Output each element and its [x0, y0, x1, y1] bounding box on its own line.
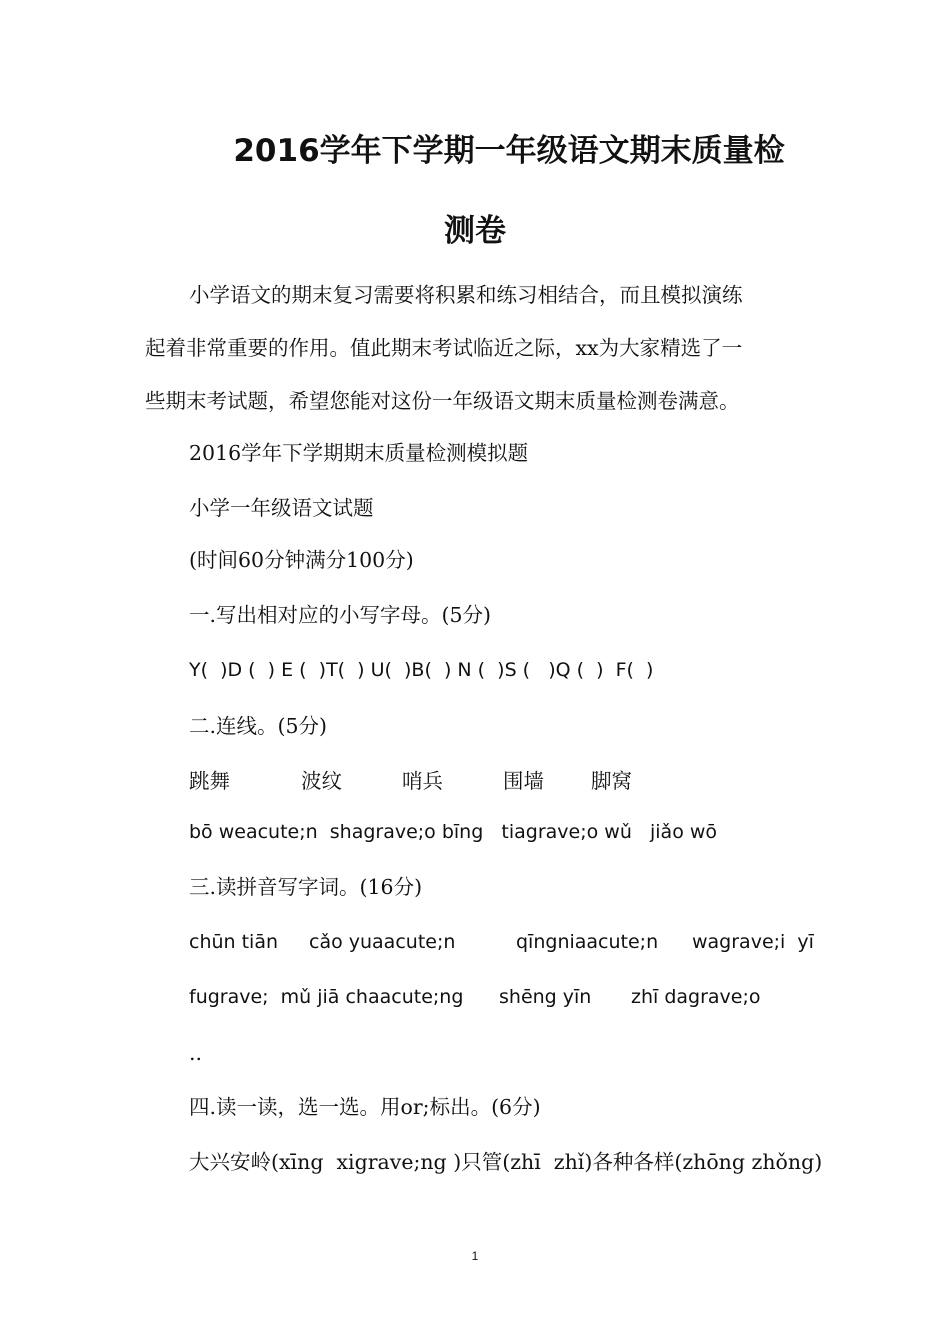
match-pinyin-row: bō weacute;n shagrave;o bīng tiagrave;o wǔ jiǎo wō: [189, 821, 718, 843]
intro-paragraph-line-3: 些期末考试题，希望您能对这份一年级语文期末质量检测卷满意。: [145, 389, 740, 413]
pinyin-item: wagrave;i yī: [692, 931, 814, 953]
question-4-line: 大兴安岭(xīng xigrave;ng )只管(zhī zhǐ)各种各样(zhōng zhǒng): [189, 1150, 823, 1174]
question-4-title: 四.读一读，选一选。用or;标出。(6分): [189, 1095, 541, 1119]
pinyin-item: shēng yīn: [499, 986, 592, 1008]
match-word-5: 脚窝: [591, 769, 632, 793]
question-2-title: 二.连线。(5分): [189, 714, 328, 738]
question-1-letters: Y( )D ( ) E ( )T( ) U( )B( ) N ( )S ( )Q ( ) F( ): [189, 659, 654, 681]
pinyin-item: fugrave; mǔ jiā chaacute;ng: [189, 986, 464, 1008]
match-word-1: 跳舞: [189, 769, 230, 793]
question-1-title: 一.写出相对应的小写字母。(5分): [189, 603, 492, 627]
match-word-4: 围墙: [503, 769, 544, 793]
pinyin-item: chūn tiān: [189, 931, 279, 953]
exam-heading: 2016学年下学期期末质量检测模拟题: [189, 441, 529, 465]
page-title-line-2: 测卷: [444, 213, 506, 249]
time-info: (时间60分钟满分100分): [189, 548, 414, 572]
ellipsis: ..: [189, 1041, 203, 1065]
exam-subheading: 小学一年级语文试题: [189, 496, 374, 520]
intro-paragraph-line-2: 起着非常重要的作用。值此期末考试临近之际，xx为大家精选了一: [145, 336, 743, 360]
page-number: 1: [471, 1249, 479, 1263]
match-word-3: 哨兵: [402, 769, 443, 793]
pinyin-item: zhī dagrave;o: [631, 986, 761, 1008]
intro-paragraph-line-1: 小学语文的期末复习需要将积累和练习相结合，而且模拟演练: [189, 283, 743, 307]
pinyin-item: cǎo yuaacute;n: [309, 931, 456, 953]
pinyin-item: qīngniaacute;n: [516, 931, 659, 953]
match-word-2: 波纹: [301, 769, 342, 793]
question-3-title: 三.读拼音写字词。(16分): [189, 875, 423, 899]
page-title-line-1: 2016学年下学期一年级语文期末质量检: [233, 133, 785, 169]
